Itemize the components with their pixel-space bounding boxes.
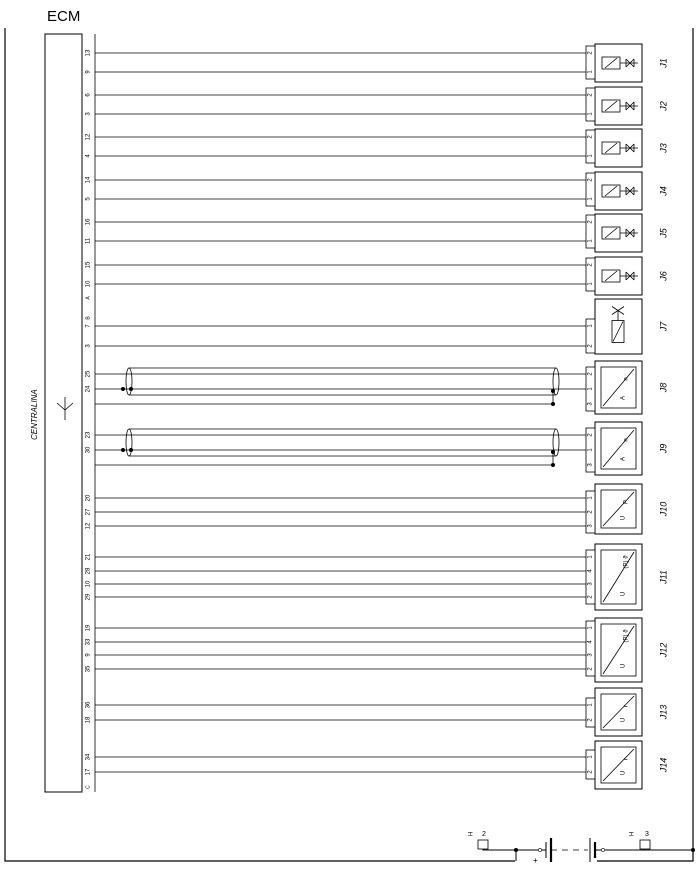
connector-pin-label: 3 (587, 524, 594, 528)
battery-plus-label: + (533, 856, 538, 865)
connector-pin-label: 3 (587, 402, 594, 406)
component-j8 (586, 361, 668, 414)
connector-pin-label: 4 (587, 569, 594, 573)
ecm-pin-label: 21 (85, 553, 92, 561)
connector-pin-label: 2 (587, 433, 594, 437)
connector-pin-label: 2 (587, 220, 594, 224)
component-label: J5 (658, 228, 669, 238)
terminal-right (640, 840, 650, 849)
connector-pin-label: 2 (587, 344, 594, 348)
ecm-section-letter: A (85, 296, 92, 300)
shield-junction (129, 387, 133, 391)
terminal-left-pin: 2 (482, 831, 486, 838)
ecm-pin-label: 9 (85, 653, 92, 657)
connector-pin-label: 4 (587, 640, 594, 644)
ecm-pin-label: 29 (85, 593, 92, 601)
sensor-mark: U (620, 717, 627, 723)
sensor-mark: A (620, 395, 627, 401)
connector-pin-label: 1 (587, 154, 594, 158)
sensor-mark: U (620, 770, 627, 776)
ecm-pin-label: 11 (85, 237, 92, 245)
component-box (595, 299, 642, 354)
supply-junction (691, 848, 695, 852)
connector-pin-label: 2 (587, 178, 594, 182)
connector-pin-label: 2 (587, 263, 594, 267)
sensor-mark: A (620, 456, 627, 462)
ecm-pin-label: 10 (85, 580, 92, 588)
component-j9 (586, 422, 668, 475)
battery-node (601, 848, 604, 851)
ecm-section-letter: C (85, 785, 92, 789)
ecm-pin-label: 36 (85, 701, 92, 709)
sensor-mark: n (623, 438, 630, 442)
connector-pin-label: 1 (587, 555, 594, 559)
ecm-pin-label: 27 (85, 508, 92, 516)
ecm-pin-label: 4 (85, 154, 92, 158)
supply-wire (483, 849, 516, 861)
component-j6 (586, 257, 668, 295)
sensor-mark: n (623, 377, 630, 381)
ecm-pin-label: 25 (85, 370, 92, 378)
connector-pin-label: 1 (587, 197, 594, 201)
ecm-pin-label: 28 (85, 567, 92, 575)
ecm-pin-label: 9 (85, 70, 92, 74)
ecm-pin-label: 19 (85, 624, 92, 632)
supply-junction (514, 848, 518, 852)
connector-pin-label: 1 (587, 755, 594, 759)
component-label: J7 (658, 321, 669, 332)
connector-pin-label: 2 (587, 595, 594, 599)
connector-pin-label: 1 (587, 626, 594, 630)
connector-pin-label: 3 (587, 653, 594, 657)
ecm-pin-label: 35 (85, 665, 92, 673)
component-label: J12 (658, 642, 669, 658)
component-j1 (586, 44, 668, 82)
ecm-title: ECM (47, 8, 81, 25)
component-label: J4 (658, 186, 669, 196)
ecm-pin-label: 30 (85, 446, 92, 454)
sensor-mark: U (620, 591, 627, 597)
component-label: J14 (658, 757, 669, 773)
shield-junction (129, 448, 133, 452)
ecm-pin-label: 13 (85, 49, 92, 57)
component-j5 (586, 214, 668, 252)
ecm-pin-label: 7 (85, 324, 92, 328)
ecm-box (45, 34, 82, 792)
component-j7 (586, 299, 668, 354)
connector-pin-label: 1 (587, 112, 594, 116)
terminal-left-label: H (468, 831, 475, 837)
sensor-mark: (P) ϑ (623, 555, 630, 569)
component-label: J10 (658, 501, 669, 517)
connector-pin-label: 2 (587, 372, 594, 376)
battery-node (538, 848, 541, 851)
connector-pin-label: 1 (587, 387, 594, 391)
connector-pin-label: 1 (587, 70, 594, 74)
ecm-pin-label: 12 (85, 522, 92, 530)
component-j10 (586, 484, 668, 534)
connector-pin-label: 1 (587, 496, 594, 500)
ecm-pin-label: 10 (85, 280, 92, 288)
ecm-pin-label: 3 (85, 112, 92, 116)
ecm-pin-label: 12 (85, 133, 92, 141)
sensor-mark: P (623, 499, 630, 505)
component-j3 (586, 129, 668, 167)
component-label: J1 (658, 58, 669, 68)
ecm-pin-label: 5 (85, 197, 92, 201)
ecm-section-letter: B (85, 316, 92, 320)
component-j12 (586, 618, 668, 682)
connector-pin-label: 1 (587, 239, 594, 243)
connector-pin-label: 2 (587, 51, 594, 55)
component-label: J6 (658, 271, 669, 281)
ecm-pin-label: 20 (85, 494, 92, 502)
ecm-pin-label: 23 (85, 431, 92, 439)
component-label: J11 (658, 570, 669, 584)
connector-pin-label: 1 (587, 448, 594, 452)
terminal-right-label: H (629, 831, 636, 837)
terminal-right-pin: 3 (645, 831, 649, 838)
sensor-mark: U (620, 515, 627, 521)
ecm-pin-label: 24 (85, 385, 92, 393)
ecm-pin-label: 16 (85, 218, 92, 226)
component-label: J8 (658, 382, 669, 393)
ecm-label: CENTRALINA (30, 389, 39, 440)
connector-pin-label: 3 (587, 463, 594, 467)
component-label: J2 (658, 101, 669, 111)
ecm-pin-label: 18 (85, 716, 92, 724)
ecm-pin-label: 15 (85, 261, 92, 269)
ecm-pin-label: 6 (85, 93, 92, 97)
component-j14 (586, 741, 668, 789)
connector-pin-label: 1 (587, 282, 594, 286)
battery-minus-label: - (600, 856, 603, 865)
connector-pin-label: 2 (587, 135, 594, 139)
component-label: J3 (658, 143, 669, 153)
connector-pin-label: 2 (587, 770, 594, 774)
connector-pin-label: 1 (587, 324, 594, 328)
connector-pin-label: 2 (587, 718, 594, 722)
component-j4 (586, 172, 668, 210)
connector-pin-label: 2 (587, 93, 594, 97)
supply-circuit (469, 831, 695, 865)
ecm-pin-label: 3 (85, 344, 92, 348)
ecm-pin-label: 33 (85, 638, 92, 646)
sensor-mark: r (623, 705, 630, 707)
ecm-pin-label: 34 (85, 753, 92, 761)
connector-pin-label: 2 (587, 510, 594, 514)
component-j11 (586, 544, 668, 610)
component-label: J9 (658, 443, 669, 454)
sensor-mark: U (620, 663, 627, 669)
sensor-mark: r (623, 758, 630, 760)
terminal-left (478, 840, 488, 849)
ecm-pin-label: 14 (85, 176, 92, 184)
connector-pin-label: 2 (587, 667, 594, 671)
connector-pin-label: 1 (587, 703, 594, 707)
component-label: J13 (658, 704, 669, 720)
connector-pin-label: 3 (587, 582, 594, 586)
component-j13 (586, 688, 668, 736)
ecm-pin-label: 17 (85, 768, 92, 776)
sensor-mark: (P) ϑ (623, 629, 630, 643)
component-j2 (586, 87, 668, 125)
